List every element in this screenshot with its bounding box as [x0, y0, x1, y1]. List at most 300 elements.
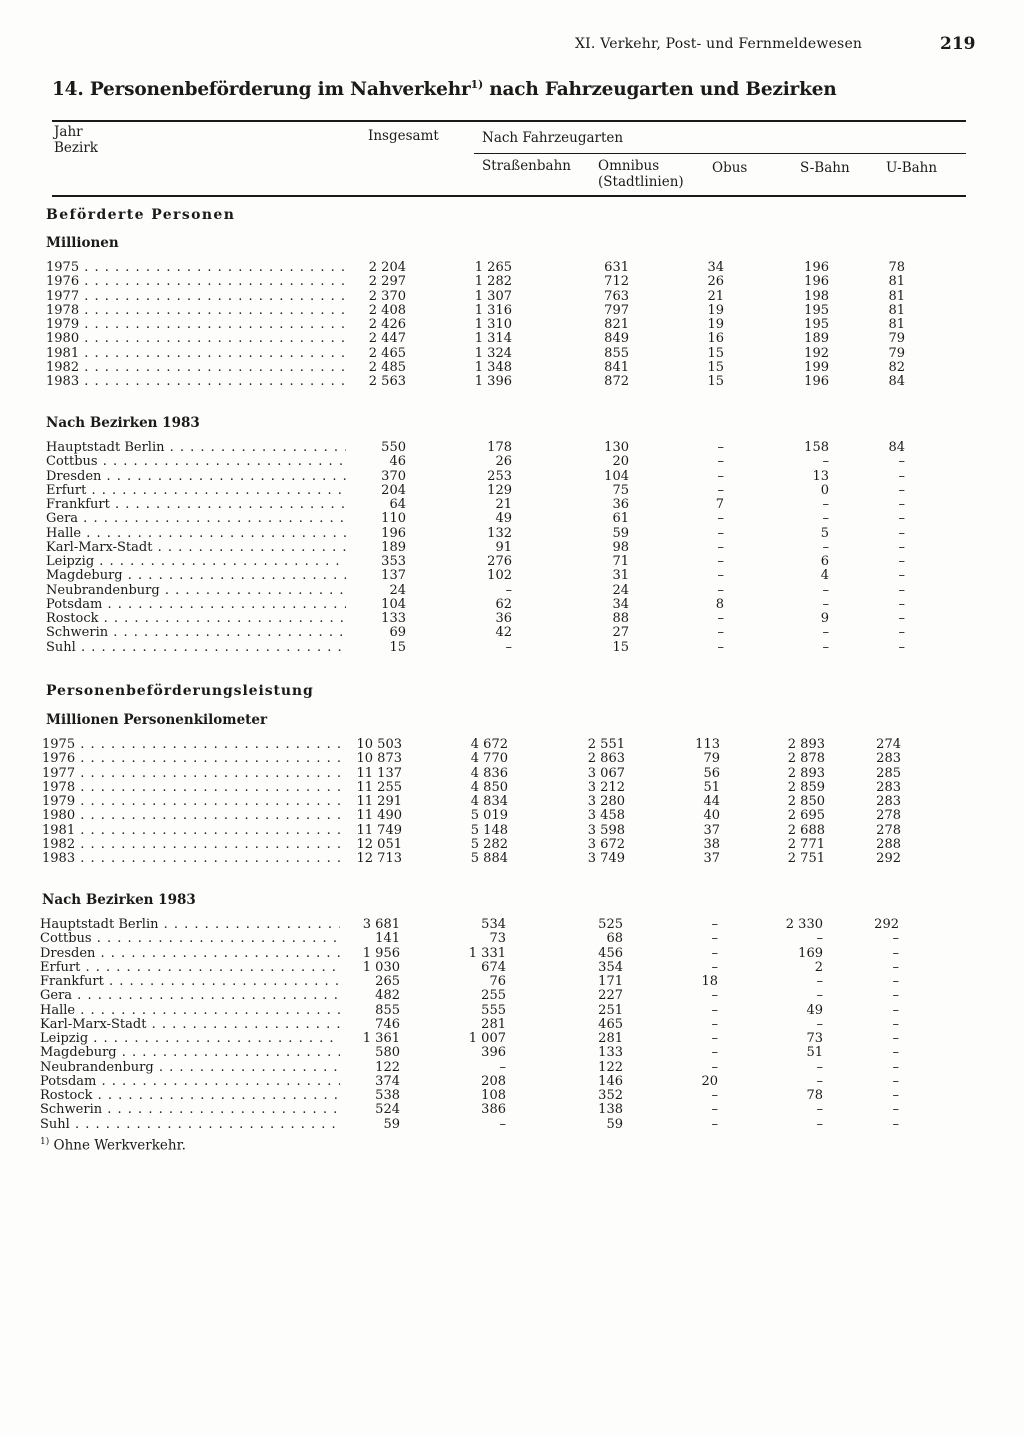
table-row: [38, 1004, 918, 1018]
table-row: [38, 932, 918, 946]
running-head: XI. Verkehr, Post- und Fernmeldewesen: [575, 36, 863, 52]
cell-obus: –: [717, 625, 724, 641]
header-top-rule: [52, 120, 966, 122]
header-strassenbahn: Straßenbahn: [482, 158, 571, 174]
cell-obus: –: [717, 511, 724, 527]
cell-insgesamt: 141: [375, 931, 400, 947]
cell-sbahn: –: [816, 1059, 823, 1075]
cell-ubahn: –: [892, 1059, 899, 1075]
table-row: [38, 1018, 918, 1032]
cell-obus: 16: [707, 331, 724, 347]
table-row: [38, 961, 918, 975]
header-omnibus: [598, 158, 684, 190]
cell-omnibus: 36: [612, 497, 629, 512]
unit-heading-personenkilometer: Millionen Personenkilometer: [46, 712, 268, 728]
cell-ubahn: –: [892, 1031, 899, 1046]
cell-obus: 8: [715, 596, 724, 612]
cell-omnibus: 872: [604, 374, 629, 389]
row-label: Gera . . .: [40, 989, 340, 1003]
cell-sbahn: 2 893: [787, 765, 825, 781]
cell-insgesamt: 196: [381, 525, 406, 541]
cell-omnibus: 354: [598, 959, 623, 975]
cell-strassenbahn: 1 282: [474, 274, 512, 290]
cell-omnibus: 525: [598, 917, 623, 932]
cell-insgesamt: 1 030: [362, 959, 400, 975]
cell-obus: –: [711, 1002, 718, 1018]
table-row: [38, 1118, 918, 1132]
cell-sbahn: –: [822, 596, 829, 612]
table-row: [44, 484, 924, 498]
cell-ubahn: 285: [876, 765, 901, 781]
table-row: [38, 1032, 918, 1046]
cell-strassenbahn: 255: [481, 988, 506, 1004]
cell-obus: 37: [703, 822, 720, 838]
row-label: 1983 . . .: [42, 852, 342, 866]
cell-sbahn: 198: [804, 288, 829, 304]
cell-insgesamt: 2 563: [368, 374, 406, 389]
cell-ubahn: 278: [876, 808, 901, 824]
row-label: 1977 . . .: [46, 290, 346, 304]
cell-sbahn: –: [822, 625, 829, 641]
group-rule: [474, 153, 966, 154]
cell-insgesamt: 855: [375, 1002, 400, 1018]
cell-obus: –: [711, 1088, 718, 1103]
table-row: [38, 947, 918, 961]
cell-ubahn: 78: [888, 260, 905, 275]
cell-insgesamt: 580: [375, 1045, 400, 1061]
table-row: [40, 795, 920, 809]
cell-strassenbahn: 42: [495, 625, 512, 641]
cell-insgesamt: 122: [375, 1059, 400, 1075]
table-row: [40, 824, 920, 838]
row-label: 1979 . . .: [42, 795, 342, 809]
cell-omnibus: 20: [612, 454, 629, 470]
row-label: 1980 . . .: [46, 332, 346, 346]
cell-omnibus: 456: [598, 945, 623, 961]
table-block-persons-years: [44, 261, 924, 389]
cell-strassenbahn: 73: [489, 931, 506, 947]
row-label: Dresden . . .: [40, 947, 340, 961]
cell-ubahn: –: [898, 611, 905, 626]
cell-ubahn: 278: [876, 822, 901, 838]
table-row: [40, 852, 920, 866]
cell-strassenbahn: 674: [481, 959, 506, 975]
table-block-persons-districts: [44, 441, 924, 655]
cell-omnibus: 88: [612, 611, 629, 626]
section-heading-personenbefoerderungsleistung: Personenbeförderungsleistung: [46, 683, 314, 699]
cell-strassenbahn: –: [499, 1059, 506, 1075]
cell-sbahn: 2 893: [787, 737, 825, 752]
cell-sbahn: 2 859: [787, 779, 825, 795]
cell-insgesamt: 11 137: [356, 765, 402, 781]
cell-omnibus: 631: [604, 260, 629, 275]
cell-obus: –: [711, 1059, 718, 1075]
cell-obus: –: [717, 611, 724, 626]
row-label: 1976 . . .: [42, 752, 342, 766]
cell-strassenbahn: 276: [487, 554, 512, 569]
cell-sbahn: 2: [814, 959, 823, 975]
cell-obus: –: [717, 525, 724, 541]
title-rest: nach Fahrzeugarten und Bezirken: [482, 79, 837, 101]
row-label: Cottbus . . .: [40, 932, 340, 946]
row-label: Halle . . .: [40, 1004, 340, 1018]
cell-insgesamt: 12 051: [356, 836, 402, 852]
row-label: 1977 . . .: [42, 767, 342, 781]
row-label: Suhl . . .: [46, 641, 346, 655]
cell-obus: –: [711, 988, 718, 1004]
cell-obus: –: [717, 539, 724, 555]
cell-strassenbahn: 1 307: [474, 288, 512, 304]
cell-insgesamt: 1 956: [362, 945, 400, 961]
cell-sbahn: 2 330: [785, 917, 823, 932]
table-row: [38, 918, 918, 932]
table-row: [40, 767, 920, 781]
cell-ubahn: –: [898, 454, 905, 470]
cell-insgesamt: 64: [389, 497, 406, 512]
cell-insgesamt: 12 713: [356, 851, 402, 866]
cell-ubahn: –: [892, 1002, 899, 1018]
cell-insgesamt: 2 485: [368, 359, 406, 375]
cell-sbahn: 2 688: [787, 822, 825, 838]
cell-omnibus: 133: [598, 1045, 623, 1061]
cell-insgesamt: 2 426: [368, 317, 406, 332]
cell-sbahn: 2 850: [787, 794, 825, 809]
cell-omnibus: 15: [612, 639, 629, 655]
cell-omnibus: 59: [606, 1116, 623, 1132]
table-block-pkm-districts: [38, 918, 918, 1132]
cell-obus: 20: [701, 1073, 718, 1089]
cell-insgesamt: 374: [375, 1073, 400, 1089]
table-row: [44, 375, 924, 389]
row-label: Schwerin . . .: [46, 626, 346, 640]
cell-omnibus: 24: [612, 582, 629, 598]
table-row: [38, 1061, 918, 1075]
row-label: Erfurt . . .: [46, 484, 346, 498]
table-block-pkm-years: [40, 738, 920, 866]
row-label: Neubrandenburg . . .: [40, 1061, 340, 1075]
cell-insgesamt: 353: [381, 554, 406, 569]
cell-omnibus: 75: [612, 482, 629, 498]
cell-omnibus: 841: [604, 359, 629, 375]
table-row: [40, 809, 920, 823]
table-row: [44, 470, 924, 484]
footnote: [40, 1137, 186, 1154]
cell-ubahn: –: [898, 497, 905, 512]
table-row: [40, 738, 920, 752]
cell-ubahn: –: [898, 582, 905, 598]
cell-sbahn: 199: [804, 359, 829, 375]
cell-omnibus: 849: [604, 331, 629, 347]
cell-insgesamt: 137: [381, 568, 406, 584]
cell-sbahn: 49: [806, 1002, 823, 1018]
row-label: Hauptstadt Berlin . . .: [46, 441, 346, 455]
cell-insgesamt: 10 503: [356, 737, 402, 752]
cell-insgesamt: 2 370: [368, 288, 406, 304]
row-label: 1981 . . .: [46, 347, 346, 361]
cell-strassenbahn: 555: [481, 1002, 506, 1018]
cell-ubahn: –: [892, 1102, 899, 1118]
row-label: Magdeburg . . .: [46, 569, 346, 583]
cell-strassenbahn: 1 314: [474, 331, 512, 347]
row-label: Leipzig . . .: [40, 1032, 340, 1046]
cell-sbahn: –: [822, 454, 829, 470]
cell-strassenbahn: 281: [481, 1016, 506, 1032]
table-row: [44, 318, 924, 332]
cell-omnibus: 251: [598, 1002, 623, 1018]
row-label: Karl-Marx-Stadt . . .: [40, 1018, 340, 1032]
table-row: [44, 641, 924, 655]
row-label: Frankfurt . . .: [46, 498, 346, 512]
cell-obus: 37: [703, 851, 720, 866]
row-label: Dresden . . .: [46, 470, 346, 484]
row-label: 1983 . . .: [46, 375, 346, 389]
header-nach-fahrzeugarten: Nach Fahrzeugarten: [482, 130, 624, 146]
table-row: [44, 569, 924, 583]
cell-sbahn: –: [822, 582, 829, 598]
cell-obus: –: [717, 440, 724, 455]
cell-obus: 113: [695, 737, 720, 752]
row-label: Karl-Marx-Stadt . . .: [46, 541, 346, 555]
cell-insgesamt: 2 408: [368, 302, 406, 318]
cell-obus: –: [717, 454, 724, 470]
cell-omnibus: 27: [612, 625, 629, 641]
cell-insgesamt: 11 749: [356, 822, 402, 838]
cell-omnibus: 171: [598, 974, 623, 989]
cell-strassenbahn: 132: [487, 525, 512, 541]
cell-sbahn: –: [816, 988, 823, 1004]
header-sbahn: S-Bahn: [800, 160, 850, 176]
cell-ubahn: –: [892, 1016, 899, 1032]
cell-ubahn: 79: [888, 331, 905, 347]
row-label: Potsdam . . .: [40, 1075, 340, 1089]
table-row: [44, 498, 924, 512]
footnote-mark: 1): [40, 1137, 50, 1147]
header-omnibus-line1: Omnibus: [598, 158, 660, 174]
cell-omnibus: 3 067: [587, 765, 625, 781]
cell-omnibus: 3 749: [587, 851, 625, 866]
row-label: Potsdam . . .: [46, 598, 346, 612]
cell-ubahn: –: [892, 1088, 899, 1103]
cell-sbahn: 4: [820, 568, 829, 584]
cell-strassenbahn: 102: [487, 568, 512, 584]
cell-strassenbahn: 21: [495, 497, 512, 512]
cell-obus: 79: [703, 751, 720, 767]
title-main: 14. Personenbeförderung im Nahverkehr: [52, 79, 471, 101]
header-omnibus-line2: (Stadtlinien): [598, 174, 684, 190]
cell-sbahn: 195: [804, 317, 829, 332]
cell-insgesamt: 69: [389, 625, 406, 641]
cell-ubahn: 292: [874, 917, 899, 932]
cell-insgesamt: 104: [381, 596, 406, 612]
cell-strassenbahn: 178: [487, 440, 512, 455]
cell-strassenbahn: 396: [481, 1045, 506, 1061]
cell-obus: 38: [703, 836, 720, 852]
cell-sbahn: –: [822, 511, 829, 527]
header-bottom-rule: [52, 195, 966, 197]
cell-strassenbahn: 1 007: [468, 1031, 506, 1046]
cell-obus: –: [717, 554, 724, 569]
cell-omnibus: 71: [612, 554, 629, 569]
cell-omnibus: 98: [612, 539, 629, 555]
cell-strassenbahn: 36: [495, 611, 512, 626]
header-stub-jahr: Jahr: [54, 124, 83, 140]
cell-sbahn: –: [816, 1116, 823, 1132]
table-row: [40, 752, 920, 766]
cell-insgesamt: 24: [389, 582, 406, 598]
header-obus: Obus: [712, 160, 748, 176]
cell-ubahn: –: [898, 639, 905, 655]
cell-sbahn: 169: [798, 945, 823, 961]
table-row: [44, 598, 924, 612]
cell-sbahn: 13: [812, 468, 829, 484]
cell-strassenbahn: 208: [481, 1073, 506, 1089]
cell-strassenbahn: 49: [495, 511, 512, 527]
row-label: Gera . . .: [46, 512, 346, 526]
cell-sbahn: –: [816, 1073, 823, 1089]
cell-ubahn: 274: [876, 737, 901, 752]
row-label: 1978 . . .: [46, 304, 346, 318]
cell-insgesamt: 746: [375, 1016, 400, 1032]
row-label: Hauptstadt Berlin . . .: [40, 918, 340, 932]
cell-insgesamt: 3 681: [362, 917, 400, 932]
cell-insgesamt: 110: [381, 511, 406, 527]
cell-obus: –: [717, 639, 724, 655]
cell-omnibus: 2 551: [587, 737, 625, 752]
row-label: 1975 . . .: [42, 738, 342, 752]
cell-obus: –: [711, 959, 718, 975]
cell-ubahn: 283: [876, 779, 901, 795]
cell-sbahn: 189: [804, 331, 829, 347]
cell-obus: 19: [707, 317, 724, 332]
cell-obus: 15: [707, 374, 724, 389]
cell-sbahn: 0: [820, 482, 829, 498]
cell-obus: 56: [703, 765, 720, 781]
row-label: 1980 . . .: [42, 809, 342, 823]
cell-strassenbahn: 4 850: [470, 779, 508, 795]
row-label: Schwerin . . .: [40, 1103, 340, 1117]
cell-ubahn: 81: [888, 288, 905, 304]
cell-ubahn: –: [892, 931, 899, 947]
cell-insgesamt: 2 465: [368, 345, 406, 361]
cell-strassenbahn: 26: [495, 454, 512, 470]
cell-insgesamt: 265: [375, 974, 400, 989]
row-label: Magdeburg . . .: [40, 1046, 340, 1060]
table-row: [44, 455, 924, 469]
row-label: Erfurt . . .: [40, 961, 340, 975]
cell-strassenbahn: 4 836: [470, 765, 508, 781]
row-label: 1976 . . .: [46, 275, 346, 289]
row-label: 1979 . . .: [46, 318, 346, 332]
cell-omnibus: 104: [604, 468, 629, 484]
cell-strassenbahn: 5 019: [470, 808, 508, 824]
cell-strassenbahn: 76: [489, 974, 506, 989]
cell-obus: –: [717, 568, 724, 584]
cell-ubahn: –: [892, 1073, 899, 1089]
cell-strassenbahn: 62: [495, 596, 512, 612]
cell-ubahn: –: [898, 511, 905, 527]
table-row: [44, 275, 924, 289]
cell-ubahn: –: [892, 945, 899, 961]
cell-strassenbahn: 4 834: [470, 794, 508, 809]
cell-sbahn: 2 695: [787, 808, 825, 824]
row-label: Leipzig . . .: [46, 555, 346, 569]
cell-obus: 26: [707, 274, 724, 290]
header-stub-bezirk: Bezirk: [54, 140, 98, 156]
table-row: [44, 290, 924, 304]
cell-ubahn: 283: [876, 751, 901, 767]
cell-sbahn: 73: [806, 1031, 823, 1046]
cell-omnibus: 59: [612, 525, 629, 541]
cell-omnibus: 2 863: [587, 751, 625, 767]
cell-strassenbahn: 1 331: [468, 945, 506, 961]
cell-insgesamt: 46: [389, 454, 406, 470]
cell-omnibus: 130: [604, 440, 629, 455]
cell-sbahn: –: [816, 931, 823, 947]
cell-obus: 7: [715, 497, 724, 512]
page-number: 219: [940, 34, 976, 54]
cell-sbahn: 2 771: [787, 836, 825, 852]
cell-omnibus: 797: [604, 302, 629, 318]
cell-obus: –: [711, 931, 718, 947]
cell-sbahn: –: [816, 1102, 823, 1118]
cell-insgesamt: 11 490: [356, 808, 402, 824]
cell-strassenbahn: 4 770: [470, 751, 508, 767]
cell-omnibus: 146: [598, 1073, 623, 1089]
cell-insgesamt: 133: [381, 611, 406, 626]
cell-strassenbahn: 5 282: [470, 836, 508, 852]
cell-strassenbahn: 4 672: [470, 737, 508, 752]
cell-insgesamt: 2 447: [368, 331, 406, 347]
table-row: [44, 541, 924, 555]
cell-sbahn: 195: [804, 302, 829, 318]
cell-ubahn: 81: [888, 302, 905, 318]
table-title: [52, 78, 837, 100]
cell-obus: 19: [707, 302, 724, 318]
cell-obus: –: [711, 1045, 718, 1061]
row-label: 1978 . . .: [42, 781, 342, 795]
cell-strassenbahn: 5 884: [470, 851, 508, 866]
cell-sbahn: 51: [806, 1045, 823, 1061]
cell-obus: –: [711, 1016, 718, 1032]
cell-insgesamt: 1 361: [362, 1031, 400, 1046]
cell-obus: –: [717, 582, 724, 598]
cell-strassenbahn: 1 348: [474, 359, 512, 375]
sub-heading-districts-pkm: Nach Bezirken 1983: [42, 892, 196, 908]
cell-strassenbahn: 91: [495, 539, 512, 555]
cell-sbahn: 2 751: [787, 851, 825, 866]
cell-insgesamt: 482: [375, 988, 400, 1004]
cell-omnibus: 227: [598, 988, 623, 1004]
row-label: Rostock . . .: [46, 612, 346, 626]
cell-ubahn: 81: [888, 317, 905, 332]
cell-omnibus: 465: [598, 1016, 623, 1032]
cell-omnibus: 763: [604, 288, 629, 304]
cell-obus: 34: [707, 260, 724, 275]
cell-sbahn: 6: [820, 554, 829, 569]
cell-sbahn: 78: [806, 1088, 823, 1103]
table-row: [40, 838, 920, 852]
cell-sbahn: 2 878: [787, 751, 825, 767]
cell-strassenbahn: –: [505, 582, 512, 598]
cell-sbahn: 9: [820, 611, 829, 626]
table-row: [44, 527, 924, 541]
cell-ubahn: –: [892, 959, 899, 975]
row-label: 1982 . . .: [46, 361, 346, 375]
cell-obus: 21: [707, 288, 724, 304]
row-label: Frankfurt . . .: [40, 975, 340, 989]
table-row: [38, 989, 918, 1003]
cell-omnibus: 3 598: [587, 822, 625, 838]
